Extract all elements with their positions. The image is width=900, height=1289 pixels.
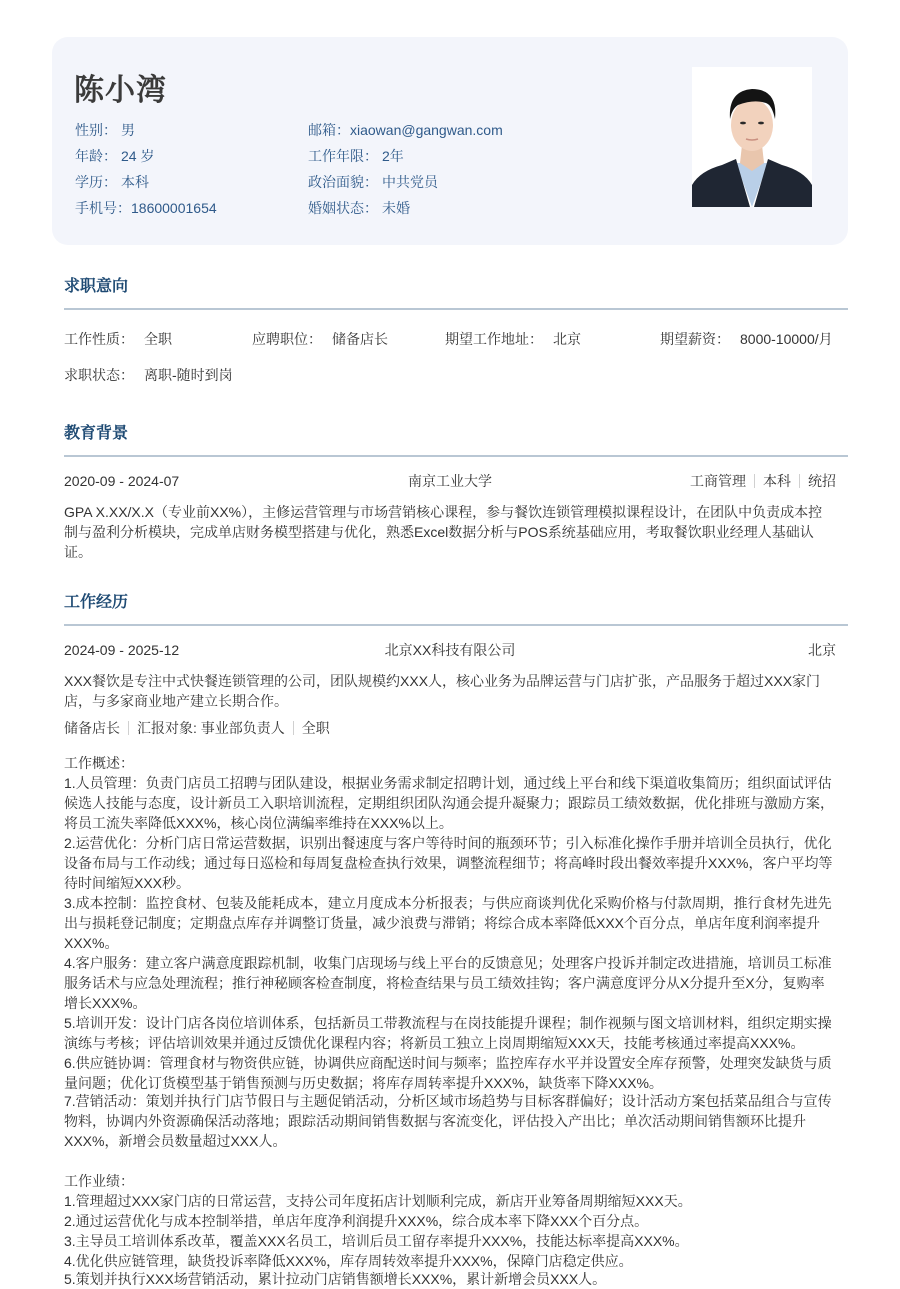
info-work-years — [308, 146, 404, 166]
field-value: 全职 — [144, 331, 172, 347]
info-label: 邮箱： — [308, 122, 350, 138]
company-name: 北京XX科技有限公司 — [384, 642, 516, 658]
overview-item-3: 3.成本控制：监控食材、包装及能耗成本，建立月度成本分析报表；与供应商谈判优化采购价格与付款周期，推行食材先进先出与损耗登记制度；定期盘点库存并调整订货量，减少浪费与滞销；将综合成本率降低XXX个百分点，单店年度利润率提升XXX%。 — [64, 895, 832, 951]
info-label: 婚姻状态： — [308, 200, 378, 216]
overview-item-1: 1.人员管理：负责门店员工招聘与团队建设，根据业务需求制定招聘计划，通过线上平台和线下渠道收集简历；组织面试评估候选人技能与态度，设计新员工入职培训流程，定期组织团队沟通会提升凝聚力；跟踪员工绩效数据，优化排班与激励方案，将员工流失率降低XXX%，核心岗位满编率维持在XXX%以上。 — [64, 775, 834, 831]
info-marital-status — [308, 198, 410, 218]
info-political-status — [308, 172, 438, 192]
info-value: 2年 — [382, 148, 404, 164]
section-divider — [64, 455, 848, 457]
field-position — [252, 329, 388, 349]
overview-item-5: 5.培训开发：设计门店各岗位培训体系，包括新员工带教流程与在岗技能提升课程；制作视频与图文培训材料，组织定期实操演练与考核；评估培训效果并通过反馈优化课程内容；将新员工独立上岗周期缩短XXX天，技能考核通过率提高XXX%。 — [64, 1015, 832, 1051]
info-phone — [75, 198, 217, 218]
section-divider — [64, 308, 848, 310]
overview-item-7: 7.营销活动：策划并执行门店节假日与主题促销活动，分析区域市场趋势与目标客群偏好；设计活动方案包括菜品组合与宣传物料，协调内外资源确保活动落地；跟踪活动期间销售数据与客流变化，评估投入产出比；单次活动期间销售额环比提升XXX%，新增会员数量超过XXX人。 — [64, 1093, 832, 1149]
achievements-label: 工作业绩： — [64, 1173, 134, 1189]
overview-item-2: 2.运营优化：分析门店日常运营数据，识别出餐速度与客户等待时间的瓶颈环节；引入标准化操作手册并培训全员执行，优化设备布局与工作动线；通过每日巡检和每周复盘检查执行效果，调整流程细节；将高峰时段出餐效率提升XXX%，客户平均等待时间缩短XXX秒。 — [64, 835, 833, 891]
field-label: 应聘职位： — [252, 331, 322, 347]
education-description: GPA X.XX/X.X（专业前XX%），主修运营管理与市场营销核心课程，参与餐饮连锁管理模拟课程设计，在团队中负责成本控制与盈利分析模块，完成单店财务模型搭建与优化，熟悉Excel数据分析与POS系统基础应用，考取餐饮职业经理人基础认证。 — [64, 504, 823, 560]
info-label: 年龄： — [75, 148, 117, 164]
major-tag: 工商管理 — [690, 473, 746, 489]
section-education — [64, 423, 848, 445]
enrollment-tag: 统招 — [808, 473, 836, 489]
info-label: 政治面貌： — [308, 174, 378, 190]
field-label: 期望工作地址： — [445, 331, 543, 347]
info-label: 工作年限： — [308, 148, 378, 164]
info-value: 未婚 — [382, 200, 410, 216]
degree-tag: 本科 — [763, 473, 791, 489]
section-job-intention — [64, 276, 848, 298]
separator — [799, 474, 800, 488]
field-salary — [660, 329, 833, 349]
field-value: 储备店长 — [332, 331, 388, 347]
section-work-experience — [64, 592, 848, 614]
info-value: xiaowan@gangwan.com — [350, 122, 503, 138]
separator — [128, 721, 129, 735]
info-value: 18600001654 — [131, 200, 217, 216]
work-location: 北京 — [808, 642, 836, 658]
field-location — [445, 329, 581, 349]
achievement-item: 5.策划并执行XXX场营销活动，累计拉动门店销售额增长XXX%，累计新增会员XXX人。 — [64, 1271, 607, 1287]
info-value: 本科 — [121, 174, 149, 190]
education-period: 2020-09 - 2024-07 — [64, 473, 180, 489]
field-job-status — [64, 365, 233, 385]
field-value: 北京 — [553, 331, 581, 347]
info-value: 24 岁 — [121, 148, 155, 164]
field-job-type — [64, 329, 172, 349]
field-value: 8000-10000/月 — [740, 331, 833, 347]
candidate-name: 陈小湾 — [74, 74, 167, 107]
work-period: 2024-09 - 2025-12 — [64, 642, 180, 658]
info-gender — [75, 120, 135, 140]
field-label: 工作性质： — [64, 331, 134, 347]
achievement-item: 1.管理超过XXX家门店的日常运营，支持公司年度拓店计划顺利完成，新店开业筹备周期缩短XXX天。 — [64, 1193, 692, 1209]
education-tags — [690, 471, 836, 491]
section-divider — [64, 624, 848, 626]
role-tags — [64, 718, 330, 738]
overview-label: 工作概述： — [64, 755, 134, 771]
section-title: 教育背景 — [64, 425, 129, 442]
achievement-item: 2.通过运营优化与成本控制举措，单店年度净利润提升XXX%，综合成本率下降XXX个百分点。 — [64, 1213, 649, 1229]
reports-to: 汇报对象: 事业部负责人 — [137, 720, 285, 736]
field-label: 期望薪资： — [660, 331, 730, 347]
info-age — [75, 146, 154, 166]
company-intro: XXX餐饮是专注中式快餐连锁管理的公司，团队规模约XXX人，核心业务为品牌运营与门店扩张，产品服务于超过XXX家门店，与多家商业地产建立长期合作。 — [64, 673, 821, 709]
school-name: 南京工业大学 — [408, 473, 492, 489]
field-label: 求职状态： — [64, 367, 134, 383]
overview-item-4: 4.客户服务：建立客户满意度跟踪机制，收集门店现场与线上平台的反馈意见；处理客户投诉并制定改进措施，培训员工标准服务话术与应急处理流程；推行神秘顾客检查制度，将检查结果与员工绩效挂钩；客户满意度评分从X分提升至X分，复购率增长XXX%。 — [64, 955, 832, 1011]
role-title: 储备店长 — [64, 720, 120, 736]
info-value: 男 — [121, 122, 135, 138]
info-label: 学历： — [75, 174, 117, 190]
achievement-item: 4.优化供应链管理，缺货投诉率降低XXX%，库存周转效率提升XXX%，保障门店稳定供应。 — [64, 1253, 633, 1269]
separator — [293, 721, 294, 735]
employment-type: 全职 — [301, 720, 330, 736]
field-value: 离职-随时到岗 — [144, 367, 233, 383]
separator — [754, 474, 755, 488]
section-title: 求职意向 — [64, 278, 129, 295]
portrait-icon — [692, 67, 812, 207]
education-entry-header — [64, 471, 836, 491]
profile-card — [52, 37, 848, 245]
section-title: 工作经历 — [64, 594, 129, 611]
info-email — [308, 120, 503, 140]
achievement-item: 3.主导员工培训体系改革，覆盖XXX名员工，培训后员工留存率提升XXX%，技能达标率提高XXX%。 — [64, 1233, 689, 1249]
info-education — [75, 172, 149, 192]
info-label: 手机号： — [75, 200, 131, 216]
info-label: 性别： — [75, 122, 117, 138]
work-entry-header — [64, 640, 836, 660]
info-value: 中共党员 — [382, 174, 438, 190]
overview-item-6: 6.供应链协调：管理食材与物资供应链，协调供应商配送时间与频率；监控库存水平并设置安全库存预警，处理突发缺货与质量问题；优化订货模型基于销售预测与历史数据；将库存周转率提升XXX%，缺货率下降XXX%。 — [64, 1055, 832, 1091]
avatar-photo — [692, 67, 812, 207]
